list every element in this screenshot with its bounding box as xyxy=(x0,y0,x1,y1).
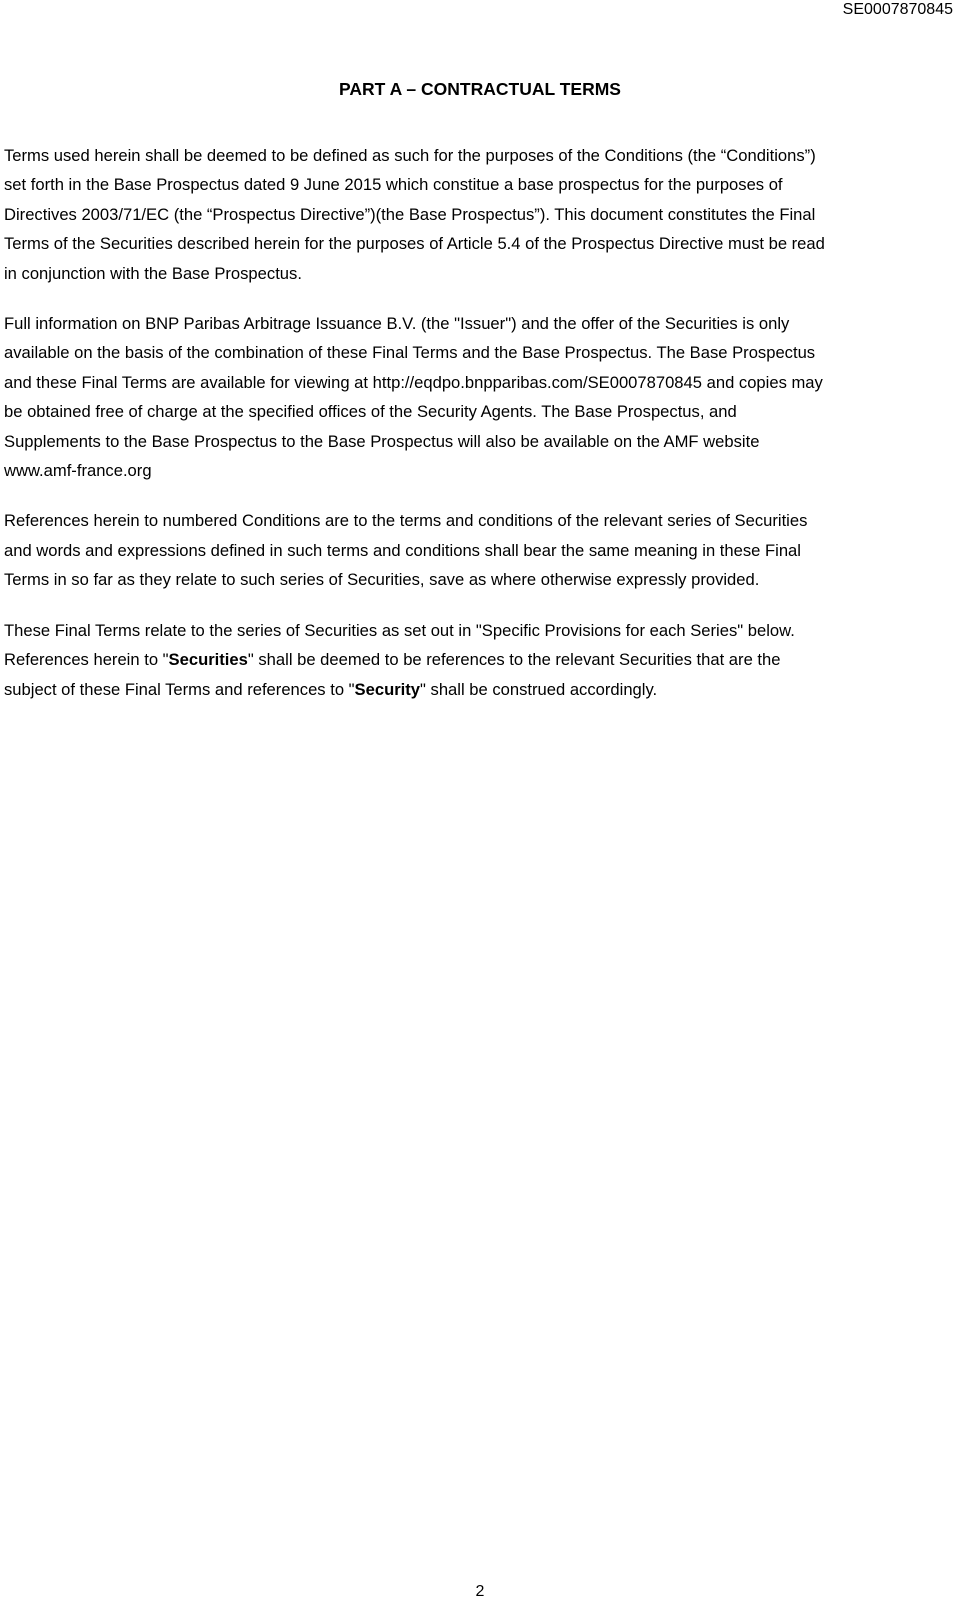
defined-term-security: Security xyxy=(354,679,421,699)
text-line xyxy=(4,645,952,674)
paragraph-full-information xyxy=(4,309,952,485)
text-line: www.amf-france.org xyxy=(4,461,152,481)
defined-term-securities: Securities xyxy=(168,650,248,670)
text-line: set forth in the Base Prospectus dated 9 June 2015 which constitue a base prospectus for the purposes of xyxy=(4,175,783,195)
text-span: subject of these Final Terms and references to " xyxy=(4,679,355,699)
text-line: Terms used herein shall be deemed to be defined as such for the purposes of the Conditions (the “Conditions”) xyxy=(4,146,816,165)
text-line: be obtained free of charge at the specified offices of the Security Agents. The Base Prospectus, and xyxy=(4,402,737,422)
text-span: " shall be deemed to be references to the relevant Securities that are the xyxy=(247,650,781,670)
text-line: Terms in so far as they relate to such series of Securities, save as where otherwise expressly provided. xyxy=(4,570,760,590)
paragraph-definitions xyxy=(4,141,952,288)
text-line: Directives 2003/71/EC (the “Prospectus Directive”)(the Base Prospectus”). This document constitutes the Final xyxy=(4,204,816,224)
text-line: Terms of the Securities described herein for the purposes of Article 5.4 of the Prospectus Directive must be read xyxy=(4,234,825,254)
text-line: References herein to numbered Conditions are to the terms and conditions of the relevant series of Securities xyxy=(4,511,808,531)
text-line xyxy=(4,675,952,704)
text-span: References herein to " xyxy=(4,650,169,670)
text-line: and words and expressions defined in such terms and conditions shall bear the same meaning in these Final xyxy=(4,540,801,560)
text-span: " shall be construed accordingly. xyxy=(420,679,658,699)
page-number: 2 xyxy=(475,1583,485,1600)
document-id: SE0007870845 xyxy=(842,1,953,18)
text-line: These Final Terms relate to the series of Securities as set out in "Specific Provisions for each Series" below. xyxy=(4,620,795,640)
document-body xyxy=(4,141,952,704)
paragraph-series xyxy=(4,616,952,704)
text-line: Full information on BNP Paribas Arbitrage Issuance B.V. (the "Issuer") and the offer of the Securities is only xyxy=(4,314,790,334)
page-title: PART A – CONTRACTUAL TERMS xyxy=(339,79,621,99)
text-line: Supplements to the Base Prospectus to the Base Prospectus will also be available on the AMF website xyxy=(4,431,760,451)
text-line: in conjunction with the Base Prospectus. xyxy=(4,263,302,283)
paragraph-references xyxy=(4,506,952,594)
text-line: and these Final Terms are available for viewing at http://eqdpo.bnpparibas.com/SE0007870845 and copies may xyxy=(4,372,823,392)
text-line: available on the basis of the combination of these Final Terms and the Base Prospectus. The Base Prospectus xyxy=(4,343,816,363)
